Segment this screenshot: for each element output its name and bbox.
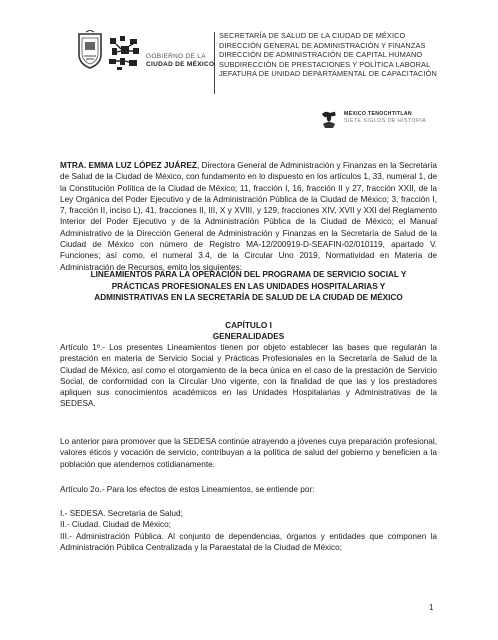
government-name	[146, 53, 214, 69]
mx-line-2: SIETE SIGLOS DE HISTORIA	[344, 118, 427, 124]
article-2-paragraph: Artículo 2o.- Para los efectos de estos Lineamientos, se entiende por:	[60, 485, 315, 494]
chapter-name: GENERALIDADES	[212, 332, 285, 342]
purpose-paragraph: Lo anterior para promover que la SEDESA continúe atrayendo a jóvenes cuya preparación profesional, valores éticos y vocación de servicio, contribuyan a la política de salud del gobierno y beneficien a la población que atendemos cotidianamente.	[60, 437, 437, 469]
tenochtitlan-caption	[344, 111, 426, 125]
title-line: PRÁCTICAS PROFESIONALES EN LAS UNIDADES HOSPITALARIAS Y	[111, 281, 386, 291]
header-divider	[214, 32, 215, 94]
dept-line: DIRECCIÓN DE ADMINISTRACIÓN DE CAPITAL HUMANO	[219, 50, 423, 60]
chapter-heading	[60, 320, 437, 343]
dept-line: SUBDIRECCIÓN DE PRESTACIONES Y POLÍTICA LABORAL	[219, 59, 431, 69]
list-item: II.- Ciudad. Ciudad de México;	[60, 520, 171, 530]
signatory-name: MTRA. EMMA LUZ LÓPEZ JUÁREZ	[60, 161, 197, 170]
list-item: III.- Administración Pública. Al conjunto de dependencias, órganos y entidades que componen la Administración Pública Centralizada y la Paraestatal de la Ciudad de México;	[60, 531, 437, 552]
mx-line-1: MÉXICO TENOCHTITLAN	[344, 111, 412, 117]
cdmx-logo-icon	[106, 34, 144, 72]
gov-line-1: GOBIERNO DE LA	[146, 53, 206, 60]
definitions-list	[60, 508, 437, 553]
page-number: 1	[429, 603, 434, 612]
article-1-paragraph: Artículo 1º.- Los presentes Lineamientos tienen por objeto establecer las bases que regularán la prestación en materia de Servicio Social y Prácticas Profesionales en la Secretaría de Salud de la Ciudad de México, así como el otorgamiento de la beca única en el caso de la prestación de Servicio Social, de conformidad con la Circular Uno vigente, con la finalidad de que las y los prestadores apliquen sus conocimientos académicos en las Unidades Hospitalarias y Administrativas de la SEDESA.	[60, 343, 437, 409]
title-line: ADMINISTRATIVAS EN LA SECRETARÍA DE SALUD DE LA CIUDAD DE MÉXICO	[94, 293, 403, 303]
intro-paragraph	[60, 160, 437, 273]
gov-line-2: CIUDAD DE MÉXICO	[146, 61, 215, 68]
document-title	[60, 269, 437, 304]
dept-line: SECRETARÍA DE SALUD DE LA CIUDAD DE MÉXICO	[219, 31, 406, 40]
intro-text: , Directora General de Administración y Finanzas en la Secretaría de Salud de la Ciudad de México, con fundamento en lo dispuesto en los artículos 1, 33, numeral 1, de la Constitución Política de la Ciudad de México; 11, fracción I, 16, fracción II y 27, fracción XXII, de la Ley Orgánica del Poder Ejecutivo y de la Administración Pública de la Ciudad de México; 3, fracción I, 7, fracción II, inciso L), 41, fracciones II, III, X y XVIII, y 129, fracciones XIV, XVII y XXI del Reglamento Interior del Poder Ejecutivo y de la Administración Pública de la Ciudad de México; el Manual Administrativo de la Dirección General de Administración y Finanzas en la Secretaría de Salud de la Ciudad de México con número de Registro MA-12/200919-D-SEAFIN-02/010119, apartado V. Funciones; así como, el numeral 3.4, de la Circular Uno 2019, Normatividad en Materia de Administración de Recursos, emito los siguientes:	[60, 161, 437, 272]
title-line: LINEAMIENTOS PARA LA OPERACIÓN DEL PROGRAMA DE SERVICIO SOCIAL Y	[90, 270, 407, 279]
tenochtitlan-emblem-icon	[318, 108, 340, 130]
dept-line: JEFATURA DE UNIDAD DEPARTAMENTAL DE CAPACITACIÓN	[219, 69, 437, 79]
list-item: I.- SEDESA. Secretaría de Salud;	[60, 509, 183, 518]
dept-line: DIRECCIÓN GENERAL DE ADMINISTRACIÓN Y FINANZAS	[219, 40, 426, 50]
chapter-number: CAPÍTULO I	[225, 321, 272, 330]
department-lines	[219, 31, 437, 79]
coat-of-arms-icon	[76, 30, 104, 70]
